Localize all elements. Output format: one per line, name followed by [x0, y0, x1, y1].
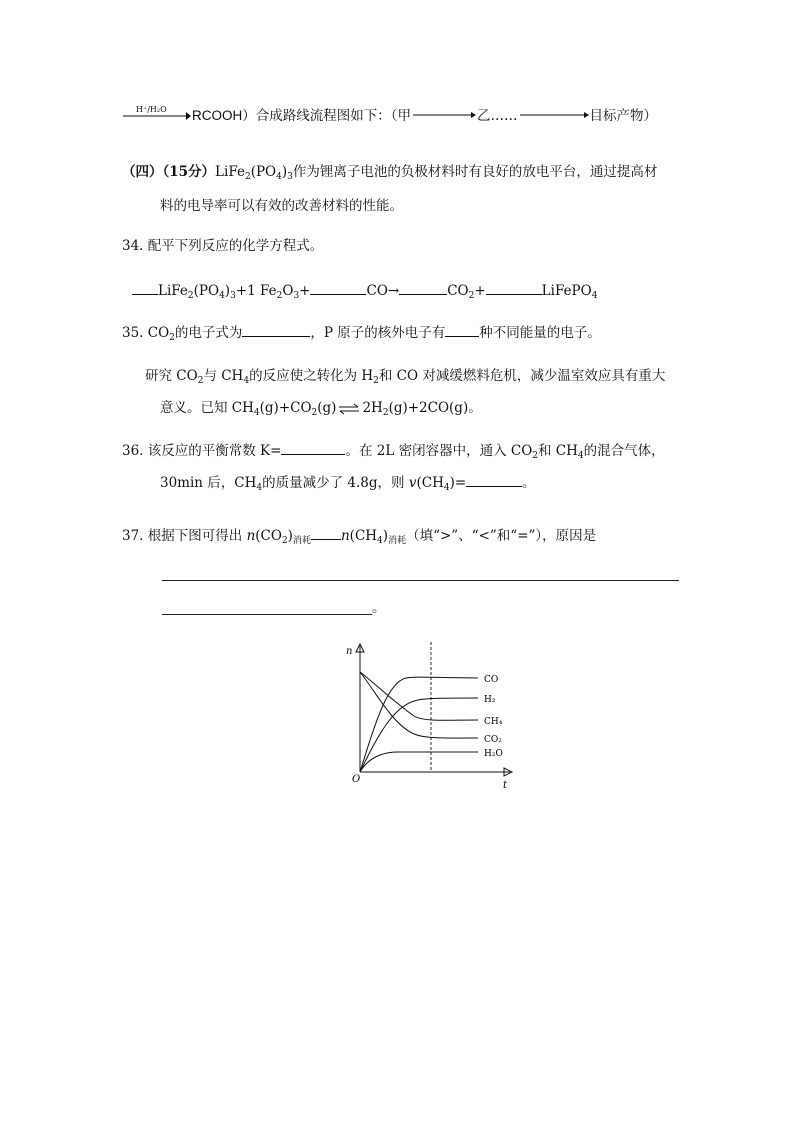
- reaction-chart: [338, 640, 528, 790]
- legend-label-h2: H₂: [484, 695, 496, 705]
- series-line-h2o: [360, 752, 478, 772]
- q36-text: 的混合气体，: [583, 443, 665, 459]
- research-text: (g)+CO: [259, 400, 312, 416]
- flow-mid: 乙……: [477, 108, 518, 124]
- formula-part: (PO: [250, 164, 277, 180]
- research-text: 2H: [362, 400, 383, 416]
- q34-equation: $LiFe_2(PO_4)_3+1$ $Fe_2O_3+ CO\to CO_2+$ LiFePO$_4$: [132, 280, 597, 306]
- q37-subscript: 消耗: [388, 536, 407, 546]
- legend-label-co: CO: [484, 675, 499, 685]
- formula-part: ): [224, 283, 231, 299]
- legend-label-ch4: CH₄: [484, 717, 503, 727]
- flow-text: ）合成路线流程图如下：（甲: [242, 108, 411, 124]
- reaction-arrow: [122, 100, 192, 120]
- formula-part: O: [282, 283, 294, 299]
- research-text: 与 CH: [203, 368, 244, 384]
- formula-part: +1 Fe: [235, 283, 277, 299]
- answer-blank[interactable]: [311, 525, 341, 540]
- q35-text: 的电子式为: [174, 325, 243, 341]
- q36-text: 36. 该反应的平衡常数 K=: [122, 443, 282, 459]
- q36-text: 的质量减少了 4.8g，则: [262, 475, 409, 491]
- q36-line1: 36. 该反应的平衡常数 K= 。在 2L 密闭容器中，通入 $CO_2$和 $CH_4$的混合气体，: [122, 440, 665, 466]
- series-line-co2: [360, 672, 478, 738]
- formula-part: LiFePO: [541, 283, 592, 299]
- q35-text: ，P 原子的核外电子有: [310, 325, 446, 341]
- flow-arrow-1: [411, 110, 477, 120]
- q34-text: 34. 配平下列反应的化学方程式。: [122, 238, 324, 254]
- answer-blank[interactable]: [445, 322, 479, 337]
- formula-part: LiFe: [215, 164, 245, 180]
- research-text: (g): [317, 400, 337, 416]
- legend-label-co2: CO₂: [484, 735, 502, 745]
- answer-blank[interactable]: [242, 322, 310, 337]
- top-flow-line: [122, 100, 657, 126]
- x-axis-label: t: [503, 780, 508, 790]
- formula-part: +: [474, 283, 486, 299]
- formula-part: LiFe: [158, 283, 188, 299]
- answer-blank[interactable]: [399, 280, 447, 295]
- origin-label: O: [352, 774, 361, 785]
- q37-end: 。: [372, 600, 386, 616]
- q36-text: )=: [449, 475, 467, 491]
- formula-part: ): [281, 164, 288, 180]
- q37-text: ): [287, 528, 293, 544]
- section4-line2: 料的电导率可以有效的改善材料的性能。: [160, 198, 403, 214]
- q35-text: 种不同能量的电子。: [479, 325, 601, 341]
- q36-text: (CH: [416, 475, 444, 491]
- answer-line-1[interactable]: [162, 580, 679, 581]
- q36-text: 和 CH: [538, 443, 578, 459]
- answer-line-2[interactable]: [162, 614, 372, 615]
- q37-text: ): [382, 528, 389, 544]
- equilibrium-arrows-icon: [338, 403, 360, 415]
- legend-label-h2o: H₂O: [484, 749, 503, 759]
- research-text: 和 CO 对减缓燃料危机，减少温室效应具有重大: [378, 368, 666, 384]
- series-line-h2: [360, 698, 478, 772]
- q37-text: 37. 根据下图可得出: [122, 528, 247, 544]
- answer-blank[interactable]: [466, 472, 522, 487]
- research-text: 意义。已知 CH: [160, 400, 254, 416]
- flow-end: 目标产物）: [589, 108, 657, 124]
- section4-heading: （四）（15分）: [122, 164, 216, 180]
- formula-part: CO→: [366, 283, 400, 299]
- section4-intro-text: 作为锂离子电池的负极材料时有良好的放电平台，通过提高材: [292, 164, 658, 180]
- answer-blank[interactable]: [281, 440, 345, 455]
- series-line-co: [360, 677, 478, 772]
- q37-line: 37. 根据下图可得出 $n(CO_2)_{消耗}$ $n(CH_4)_{消耗}$（填“>”、“<”和“=”），原因是: [122, 525, 596, 551]
- research-line1: 研究 $CO_2$与 $CH_4$的反应使之转化为 $H_2$和 CO 对减缓燃料危机，减少温室效应具有重大: [145, 368, 666, 386]
- arrow-label: H⁺/H₂O: [136, 105, 167, 114]
- y-axis-label: n: [346, 646, 353, 657]
- formula-part: CO: [447, 283, 469, 299]
- formula-part: (PO: [193, 283, 220, 299]
- q35-line: 35. $CO_2$的电子式为 ，P 原子的核外电子有 种不同能量的电子。: [122, 322, 601, 348]
- formula-part: +: [299, 283, 311, 299]
- research-line2: 意义。已知 $CH_4(g)+CO_2(g)$ $2H_2(g)+2CO(g)$。: [160, 400, 482, 418]
- arrow-icon: [122, 100, 192, 120]
- answer-blank[interactable]: [310, 280, 366, 295]
- research-text: (g)+2CO(g)。: [388, 400, 482, 416]
- q36-text: 。在 2L 密闭容器中，通入 CO: [345, 443, 533, 459]
- section4-line1: （四）（15分）$LiFe_2(PO_4)_3$作为锂离子电池的负极材料时有良好的放电平台，通过提高材: [122, 164, 658, 182]
- answer-blank[interactable]: [132, 280, 158, 295]
- q37-text: (CH: [349, 528, 378, 544]
- flow-arrow-2: [518, 110, 590, 120]
- q36-line2: 30min 后，$CH_4$的质量减少了 4.8g，则 $v(CH_4)=$ 。: [160, 472, 536, 498]
- q37-text: （填“>”、“<”和“=”），原因是: [406, 528, 597, 544]
- q36-text: 。: [522, 475, 536, 491]
- q37-text: n: [340, 528, 350, 544]
- q35-text: 35. CO: [122, 325, 170, 341]
- q37-subscript: 消耗: [292, 536, 311, 546]
- answer-blank[interactable]: [486, 280, 542, 295]
- research-text: 的反应使之转化为 H: [249, 368, 374, 384]
- q37-text: n: [246, 528, 256, 544]
- research-text: 研究 CO: [145, 368, 198, 384]
- rcooh-text: RCOOH: [192, 108, 243, 123]
- q36-text: v: [408, 475, 417, 491]
- q36-text: 30min 后，CH: [160, 475, 257, 491]
- q37-text: (CO: [255, 528, 282, 544]
